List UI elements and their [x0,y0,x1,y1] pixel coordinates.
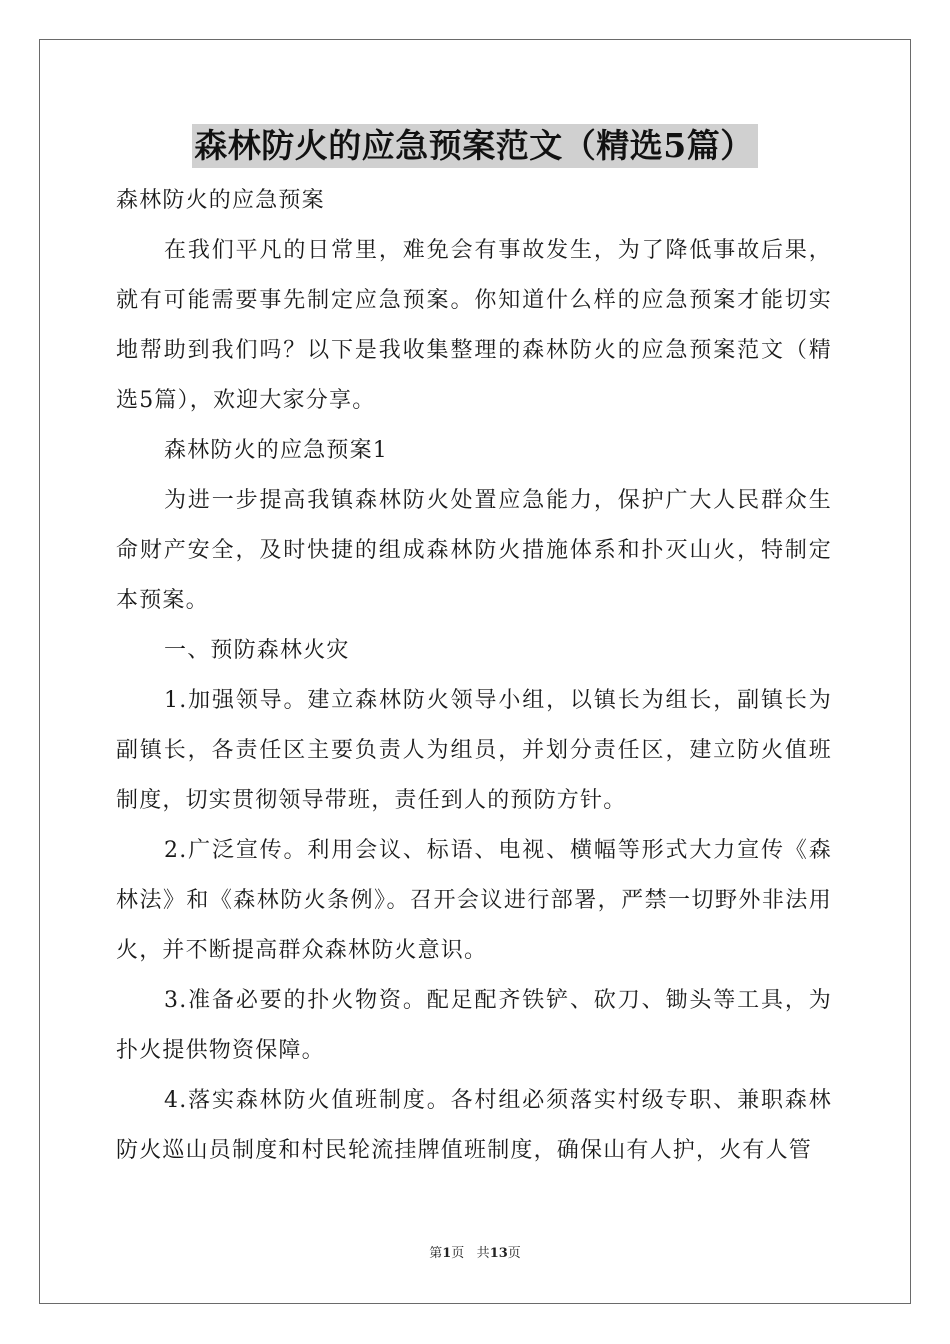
document-title: 森林防火的应急预案范文（精选5篇） [192,124,757,168]
footer-total-suffix: 页 [507,1246,521,1261]
page-footer [0,1245,950,1263]
footer-total-prefix: 共 [476,1246,490,1261]
paragraph-item-3: 3.准备必要的扑火物资。配足配齐铁铲、砍刀、锄头等工具，为扑火提供物资保障。 [116,988,832,1063]
paragraph-section-title: 森林防火的应急预案1 [164,438,388,463]
paragraph-item-4: 4.落实森林防火值班制度。各村组必须落实村级专职、兼职森林防火巡山员制度和村民轮流挂牌值班制度，确保山有人护，火有人管 [116,1088,832,1163]
footer-page-suffix: 页 [451,1246,465,1261]
paragraph-item-2: 2.广泛宣传。利用会议、标语、电视、横幅等形式大力宣传《森林法》和《森林防火条例》。召开会议进行部署，严禁一切野外非法用火，并不断提高群众森林防火意识。 [116,838,832,963]
footer-page-total: 13 [489,1246,508,1261]
footer-page-current: 1 [442,1246,452,1261]
paragraph-heading: 森林防火的应急预案 [116,188,325,213]
paragraph-item-1: 1.加强领导。建立森林防火领导小组，以镇长为组长，副镇长为副镇长，各责任区主要负责人为组员，并划分责任区，建立防火值班制度，切实贯彻领导带班，责任到人的预防方针。 [116,688,832,813]
title-container [0,124,950,168]
paragraph-purpose: 为进一步提高我镇森林防火处置应急能力，保护广大人民群众生命财产安全，及时快捷的组成森林防火措施体系和扑灭山火，特制定本预案。 [116,488,832,613]
footer-page-prefix: 第 [429,1246,443,1261]
paragraph-intro: 在我们平凡的日常里，难免会有事故发生，为了降低事故后果，就有可能需要事先制定应急预案。你知道什么样的应急预案才能切实地帮助到我们吗？以下是我收集整理的森林防火的应急预案范文（精选5篇），欢迎大家分享。 [116,238,832,413]
paragraph-subheading: 一、预防森林火灾 [164,638,350,663]
document-body [116,176,832,1176]
